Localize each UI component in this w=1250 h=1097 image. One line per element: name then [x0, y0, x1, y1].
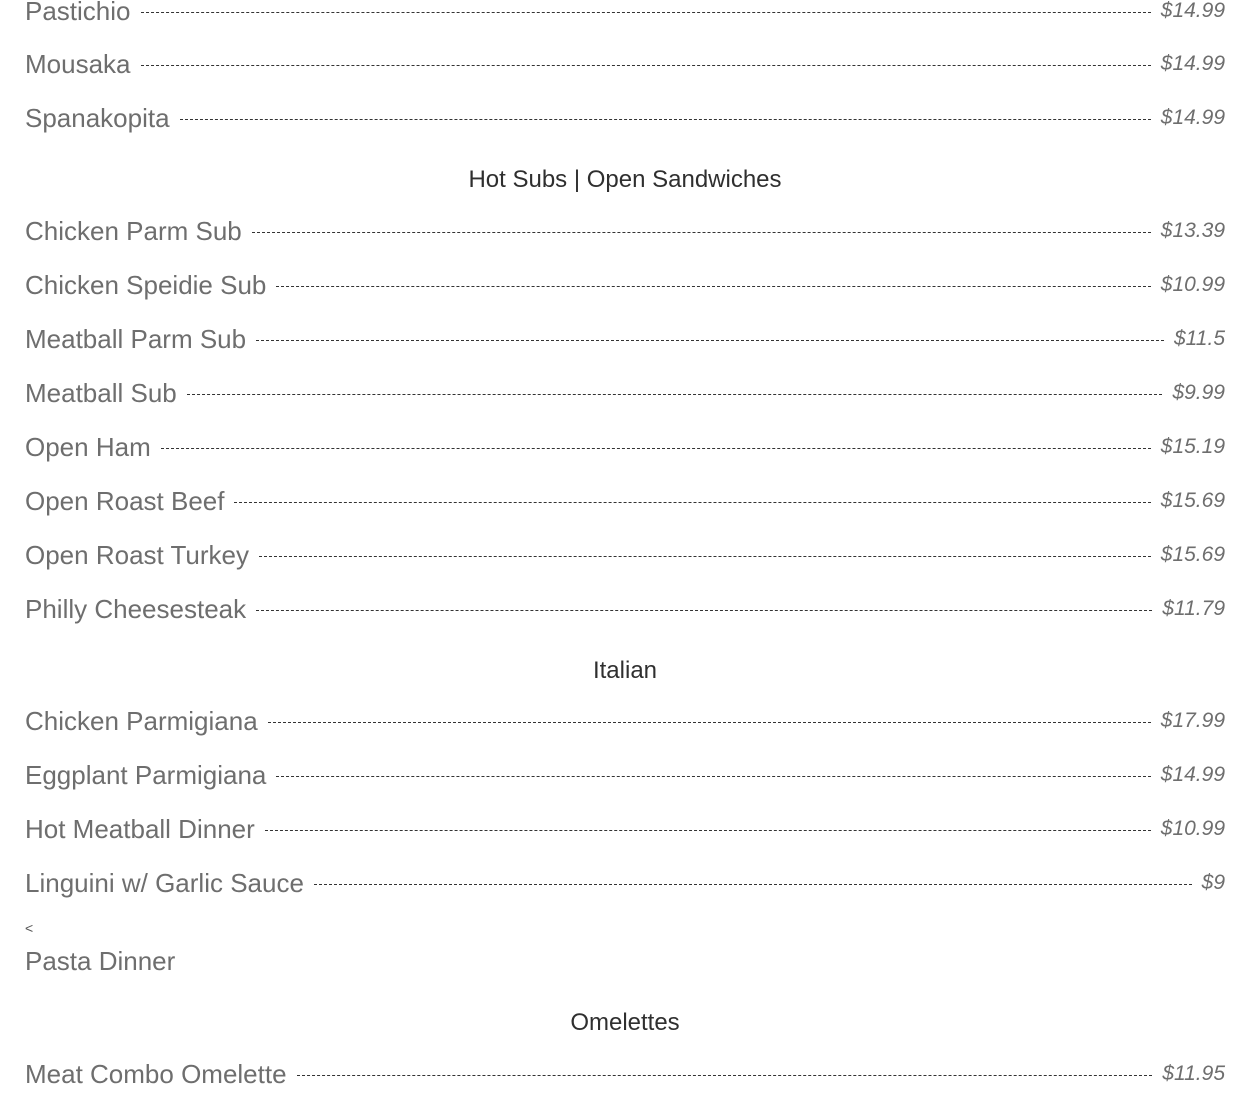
dotted-leader [141, 65, 1151, 66]
menu-item-name: Hot Meatball Dinner [25, 813, 255, 844]
menu-item [25, 813, 1225, 845]
menu-item-price: $14.99 [1160, 106, 1225, 129]
menu-item [25, 102, 1225, 134]
dotted-leader [259, 556, 1151, 557]
dotted-leader [265, 830, 1151, 831]
menu-item [25, 1058, 1225, 1090]
menu-item-price: $15.69 [1160, 543, 1225, 566]
menu-item-name: Spanakopita [25, 102, 170, 133]
menu-item [25, 215, 1225, 247]
menu-item [25, 593, 1225, 625]
dotted-leader [314, 884, 1192, 885]
stray-symbol: < [25, 920, 34, 936]
menu-item-price: $10.99 [1160, 817, 1225, 840]
section-heading-omelettes: Omelettes [570, 1009, 680, 1036]
dotted-leader [187, 394, 1163, 395]
section-heading-hot-subs: Hot Subs | Open Sandwiches [468, 166, 782, 193]
menu-item-price: $9.99 [1172, 381, 1225, 404]
menu-item-name: Open Roast Beef [25, 485, 225, 516]
dotted-leader [252, 232, 1151, 233]
menu-item-name: Chicken Speidie Sub [25, 269, 267, 300]
menu-item [25, 431, 1225, 463]
menu-item-name: Eggplant Parmigiana [25, 759, 267, 790]
menu-item-price: $11.79 [1162, 597, 1225, 620]
menu-item-price: $13.39 [1160, 219, 1225, 242]
dotted-leader [268, 722, 1151, 723]
menu-item-price: $15.19 [1160, 435, 1225, 458]
menu-item-name: Meatball Sub [25, 377, 177, 408]
section-heading-italian: Italian [592, 657, 658, 684]
menu-item [25, 867, 1225, 899]
menu-item-name: Chicken Parm Sub [25, 215, 242, 246]
menu-item-name: Linguini w/ Garlic Sauce [25, 867, 304, 898]
menu-item [25, 539, 1225, 571]
menu-item-price: $11.95 [1162, 1062, 1225, 1085]
menu-item-name: Meatball Parm Sub [25, 323, 247, 354]
menu-item-price: $14.99 [1160, 0, 1225, 22]
menu-item-name: Philly Cheesesteak [25, 593, 247, 624]
menu-item-name: Chicken Parmigiana [25, 705, 258, 736]
dotted-leader [180, 119, 1151, 120]
menu-item-price: $11.5 [1174, 327, 1225, 350]
menu-item-name: Pastichio [25, 0, 131, 26]
menu-item [25, 705, 1225, 737]
menu-item [25, 269, 1225, 301]
dotted-leader [276, 286, 1150, 287]
menu-item [25, 485, 1225, 517]
menu-item-name: Open Roast Turkey [25, 539, 249, 570]
menu-item-name: Open Ham [25, 431, 151, 462]
menu-item [25, 0, 1225, 27]
dotted-leader [161, 448, 1151, 449]
menu-item [25, 377, 1225, 409]
menu-item-name: Meat Combo Omelette [25, 1058, 287, 1089]
menu-item-price: $14.99 [1160, 763, 1225, 786]
dotted-leader [276, 776, 1150, 777]
menu-item-name-pasta-dinner: Pasta Dinner [25, 946, 176, 976]
dotted-leader [234, 502, 1150, 503]
dotted-leader [256, 610, 1152, 611]
menu-item-price: $9 [1201, 871, 1225, 894]
menu-item-price: $17.99 [1160, 709, 1225, 732]
dotted-leader [141, 12, 1151, 13]
menu-item [25, 323, 1225, 355]
dotted-leader [297, 1075, 1153, 1076]
menu-item [25, 48, 1225, 80]
menu-item-price: $14.99 [1160, 52, 1225, 75]
dotted-leader [256, 340, 1164, 341]
menu-item [25, 759, 1225, 791]
menu-item-name: Mousaka [25, 48, 131, 79]
menu-item-price: $10.99 [1160, 273, 1225, 296]
menu-item-price: $15.69 [1160, 489, 1225, 512]
